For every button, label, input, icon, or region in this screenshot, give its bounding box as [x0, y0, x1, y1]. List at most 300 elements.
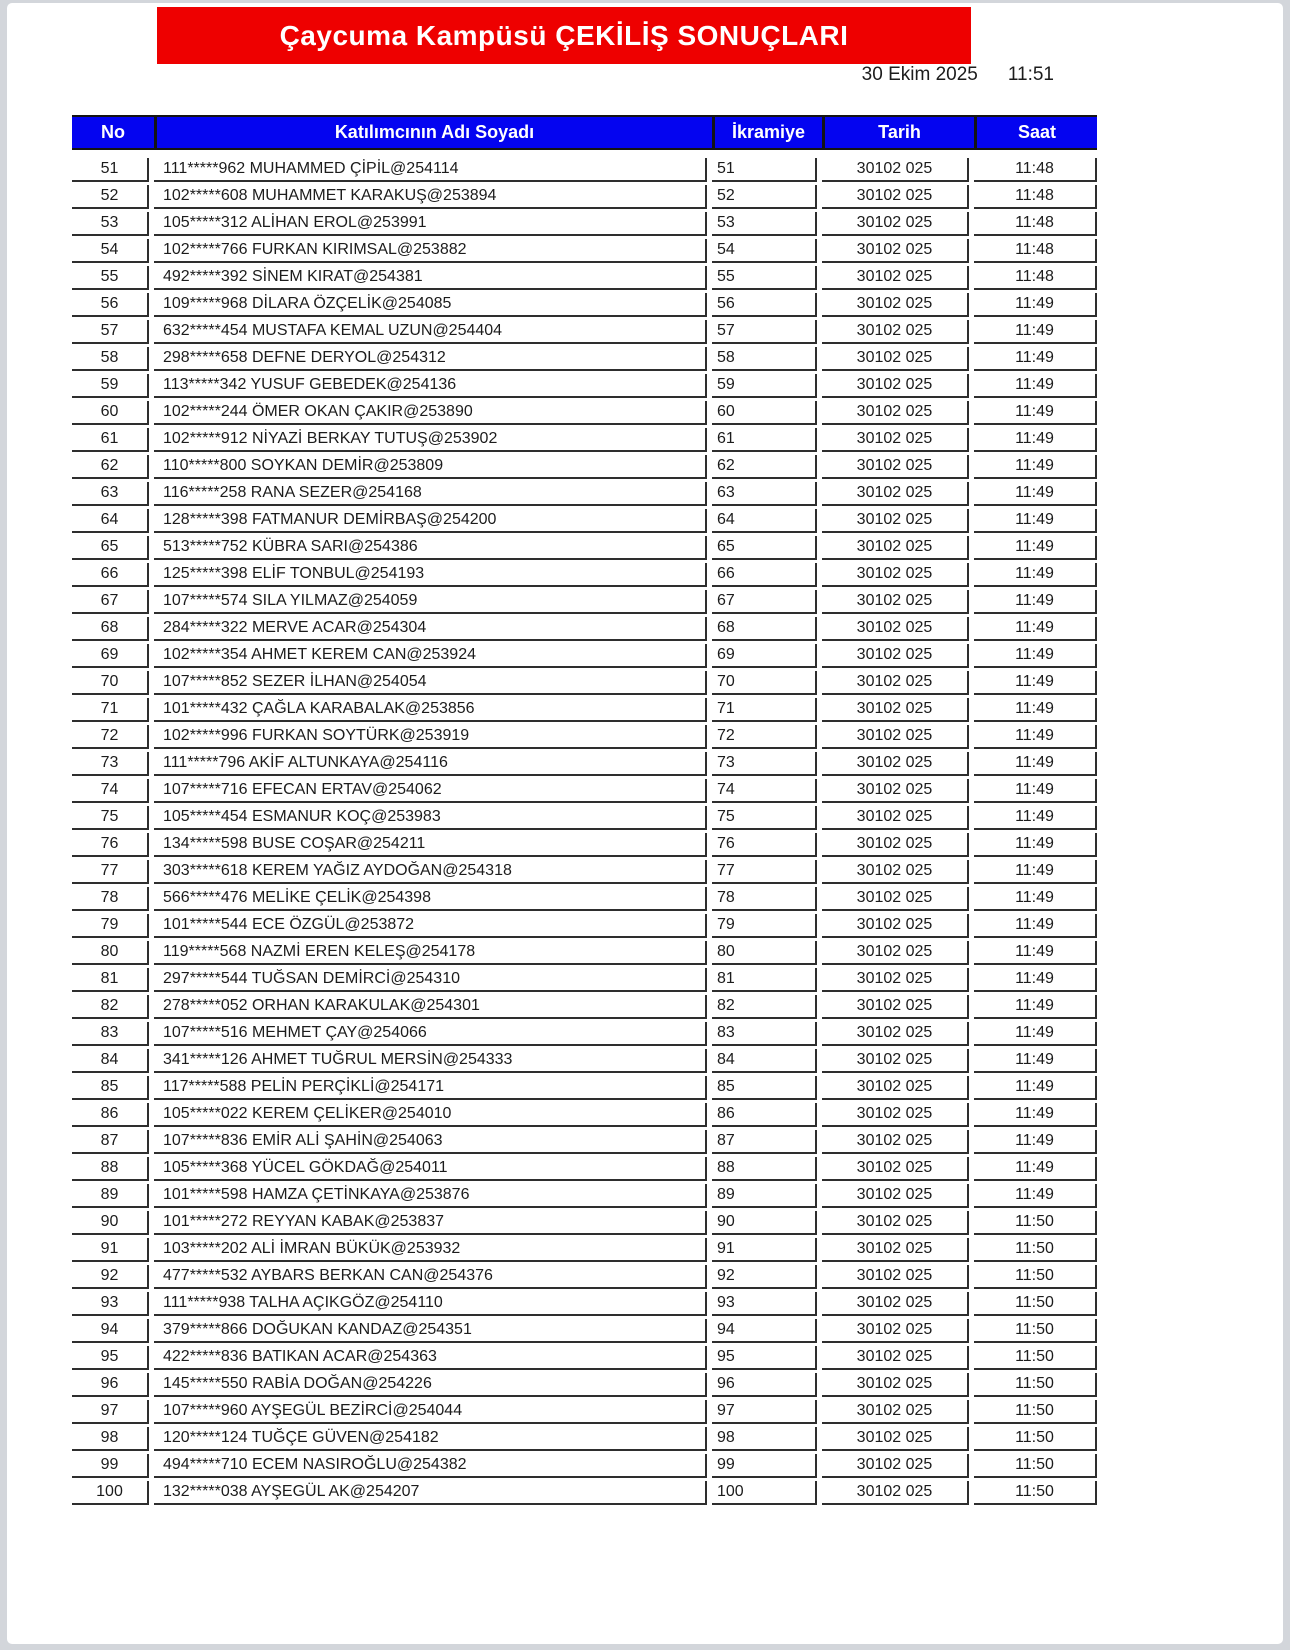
row-no: 96 — [72, 1373, 149, 1397]
table-row — [72, 779, 1097, 803]
row-time: 11:48 — [974, 239, 1097, 263]
row-date: 30102 025 — [822, 887, 969, 911]
row-date: 30102 025 — [822, 401, 969, 425]
table-header — [72, 115, 1097, 150]
row-time: 11:50 — [974, 1427, 1097, 1451]
row-prize: 65 — [712, 536, 817, 560]
page-title: Çaycuma Kampüsü ÇEKİLİŞ SONUÇLARI — [279, 19, 849, 51]
table-row — [72, 482, 1097, 506]
row-date: 30102 025 — [822, 860, 969, 884]
row-time: 11:49 — [974, 941, 1097, 965]
row-no: 66 — [72, 563, 149, 587]
row-participant-name: 113*****342 YUSUF GEBEDEK@254136 — [154, 374, 707, 398]
row-no: 77 — [72, 860, 149, 884]
row-no: 64 — [72, 509, 149, 533]
table-row — [72, 293, 1097, 317]
row-participant-name: 105*****022 KEREM ÇELİKER@254010 — [154, 1103, 707, 1127]
row-time: 11:49 — [974, 968, 1097, 992]
table-row — [72, 617, 1097, 641]
results-table — [72, 115, 1097, 1508]
row-date: 30102 025 — [822, 185, 969, 209]
row-date: 30102 025 — [822, 698, 969, 722]
row-no: 88 — [72, 1157, 149, 1181]
row-prize: 62 — [712, 455, 817, 479]
row-participant-name: 303*****618 KEREM YAĞIZ AYDOĞAN@254318 — [154, 860, 707, 884]
row-prize: 88 — [712, 1157, 817, 1181]
table-row — [72, 1427, 1097, 1451]
row-time: 11:50 — [974, 1319, 1097, 1343]
row-date: 30102 025 — [822, 1400, 969, 1424]
row-time: 11:49 — [974, 1049, 1097, 1073]
row-time: 11:49 — [974, 671, 1097, 695]
row-date: 30102 025 — [822, 1157, 969, 1181]
row-date: 30102 025 — [822, 941, 969, 965]
row-no: 69 — [72, 644, 149, 668]
row-date: 30102 025 — [822, 779, 969, 803]
table-row — [72, 509, 1097, 533]
row-time: 11:50 — [974, 1400, 1097, 1424]
row-no: 54 — [72, 239, 149, 263]
row-date: 30102 025 — [822, 806, 969, 830]
row-participant-name: 109*****968 DİLARA ÖZÇELİK@254085 — [154, 293, 707, 317]
table-row — [72, 1346, 1097, 1370]
row-participant-name: 102*****244 ÖMER OKAN ÇAKIR@253890 — [154, 401, 707, 425]
row-prize: 78 — [712, 887, 817, 911]
row-date: 30102 025 — [822, 158, 969, 182]
row-date: 30102 025 — [822, 1103, 969, 1127]
row-participant-name: 102*****608 MUHAMMET KARAKUŞ@253894 — [154, 185, 707, 209]
row-participant-name: 102*****354 AHMET KEREM CAN@253924 — [154, 644, 707, 668]
row-prize: 72 — [712, 725, 817, 749]
row-date: 30102 025 — [822, 1481, 969, 1505]
row-no: 52 — [72, 185, 149, 209]
row-date: 30102 025 — [822, 266, 969, 290]
row-time: 11:49 — [974, 1022, 1097, 1046]
row-prize: 55 — [712, 266, 817, 290]
table-row — [72, 401, 1097, 425]
row-participant-name: 134*****598 BUSE COŞAR@254211 — [154, 833, 707, 857]
row-no: 86 — [72, 1103, 149, 1127]
row-time: 11:49 — [974, 644, 1097, 668]
row-participant-name: 105*****454 ESMANUR KOÇ@253983 — [154, 806, 707, 830]
table-row — [72, 185, 1097, 209]
row-time: 11:49 — [974, 887, 1097, 911]
row-time: 11:49 — [974, 995, 1097, 1019]
row-time: 11:49 — [974, 1184, 1097, 1208]
row-participant-name: 278*****052 ORHAN KARAKULAK@254301 — [154, 995, 707, 1019]
row-time: 11:49 — [974, 536, 1097, 560]
row-no: 73 — [72, 752, 149, 776]
row-time: 11:49 — [974, 590, 1097, 614]
table-row — [72, 644, 1097, 668]
row-date: 30102 025 — [822, 509, 969, 533]
row-no: 93 — [72, 1292, 149, 1316]
row-date: 30102 025 — [822, 1427, 969, 1451]
row-date: 30102 025 — [822, 482, 969, 506]
row-participant-name: 107*****516 MEHMET ÇAY@254066 — [154, 1022, 707, 1046]
row-time: 11:49 — [974, 1103, 1097, 1127]
header-cell-date: Tarih — [822, 117, 974, 148]
generated-time: 11:51 — [1007, 64, 1054, 85]
row-no: 68 — [72, 617, 149, 641]
table-row — [72, 1184, 1097, 1208]
table-row — [72, 914, 1097, 938]
row-no: 75 — [72, 806, 149, 830]
row-no: 100 — [72, 1481, 149, 1505]
row-time: 11:50 — [974, 1481, 1097, 1505]
row-prize: 53 — [712, 212, 817, 236]
row-participant-name: 492*****392 SİNEM KIRAT@254381 — [154, 266, 707, 290]
table-row — [72, 320, 1097, 344]
row-prize: 84 — [712, 1049, 817, 1073]
row-participant-name: 117*****588 PELİN PERÇİKLİ@254171 — [154, 1076, 707, 1100]
row-no: 63 — [72, 482, 149, 506]
row-date: 30102 025 — [822, 590, 969, 614]
row-time: 11:48 — [974, 158, 1097, 182]
table-row — [72, 1103, 1097, 1127]
row-no: 55 — [72, 266, 149, 290]
row-participant-name: 632*****454 MUSTAFA KEMAL UZUN@254404 — [154, 320, 707, 344]
table-row — [72, 806, 1097, 830]
table-row — [72, 590, 1097, 614]
row-time: 11:49 — [974, 1157, 1097, 1181]
row-date: 30102 025 — [822, 1022, 969, 1046]
row-participant-name: 477*****532 AYBARS BERKAN CAN@254376 — [154, 1265, 707, 1289]
row-prize: 74 — [712, 779, 817, 803]
row-date: 30102 025 — [822, 1265, 969, 1289]
row-date: 30102 025 — [822, 428, 969, 452]
row-no: 80 — [72, 941, 149, 965]
row-no: 89 — [72, 1184, 149, 1208]
row-time: 11:49 — [974, 860, 1097, 884]
row-participant-name: 379*****866 DOĞUKAN KANDAZ@254351 — [154, 1319, 707, 1343]
table-row — [72, 374, 1097, 398]
table-row — [72, 671, 1097, 695]
row-participant-name: 111*****962 MUHAMMED ÇİPİL@254114 — [154, 158, 707, 182]
row-prize: 73 — [712, 752, 817, 776]
row-participant-name: 102*****766 FURKAN KIRIMSAL@253882 — [154, 239, 707, 263]
row-time: 11:50 — [974, 1346, 1097, 1370]
page-frame — [7, 3, 1283, 1644]
row-prize: 83 — [712, 1022, 817, 1046]
row-time: 11:49 — [974, 698, 1097, 722]
row-date: 30102 025 — [822, 752, 969, 776]
row-participant-name: 111*****938 TALHA AÇIKGÖZ@254110 — [154, 1292, 707, 1316]
row-no: 74 — [72, 779, 149, 803]
row-participant-name: 107*****960 AYŞEGÜL BEZİRCİ@254044 — [154, 1400, 707, 1424]
row-date: 30102 025 — [822, 1049, 969, 1073]
row-prize: 86 — [712, 1103, 817, 1127]
row-time: 11:48 — [974, 212, 1097, 236]
row-time: 11:49 — [974, 455, 1097, 479]
row-time: 11:49 — [974, 752, 1097, 776]
row-prize: 64 — [712, 509, 817, 533]
row-date: 30102 025 — [822, 914, 969, 938]
table-row — [72, 1076, 1097, 1100]
table-row — [72, 1130, 1097, 1154]
table-row — [72, 158, 1097, 182]
row-no: 78 — [72, 887, 149, 911]
header-cell-time: Saat — [974, 117, 1097, 148]
row-date: 30102 025 — [822, 1292, 969, 1316]
row-participant-name: 145*****550 RABİA DOĞAN@254226 — [154, 1373, 707, 1397]
row-time: 11:49 — [974, 617, 1097, 641]
row-no: 65 — [72, 536, 149, 560]
row-no: 81 — [72, 968, 149, 992]
row-date: 30102 025 — [822, 347, 969, 371]
table-row — [72, 563, 1097, 587]
table-row — [72, 1319, 1097, 1343]
row-no: 71 — [72, 698, 149, 722]
row-time: 11:49 — [974, 374, 1097, 398]
table-row — [72, 968, 1097, 992]
row-participant-name: 111*****796 AKİF ALTUNKAYA@254116 — [154, 752, 707, 776]
row-time: 11:49 — [974, 914, 1097, 938]
table-row — [72, 536, 1097, 560]
row-prize: 63 — [712, 482, 817, 506]
row-date: 30102 025 — [822, 1373, 969, 1397]
row-prize: 77 — [712, 860, 817, 884]
row-participant-name: 132*****038 AYŞEGÜL AK@254207 — [154, 1481, 707, 1505]
row-no: 58 — [72, 347, 149, 371]
table-row — [72, 1238, 1097, 1262]
row-participant-name: 101*****598 HAMZA ÇETİNKAYA@253876 — [154, 1184, 707, 1208]
row-prize: 61 — [712, 428, 817, 452]
row-time: 11:49 — [974, 1130, 1097, 1154]
row-time: 11:49 — [974, 320, 1097, 344]
row-no: 98 — [72, 1427, 149, 1451]
row-date: 30102 025 — [822, 1346, 969, 1370]
row-no: 83 — [72, 1022, 149, 1046]
row-prize: 95 — [712, 1346, 817, 1370]
table-row — [72, 752, 1097, 776]
row-prize: 70 — [712, 671, 817, 695]
row-prize: 81 — [712, 968, 817, 992]
row-date: 30102 025 — [822, 833, 969, 857]
row-date: 30102 025 — [822, 1076, 969, 1100]
row-date: 30102 025 — [822, 725, 969, 749]
row-time: 11:49 — [974, 401, 1097, 425]
row-date: 30102 025 — [822, 374, 969, 398]
table-row — [72, 1265, 1097, 1289]
table-row — [72, 1049, 1097, 1073]
row-prize: 56 — [712, 293, 817, 317]
generated-date: 30 Ekim 2025 — [861, 64, 978, 85]
row-no: 90 — [72, 1211, 149, 1235]
row-date: 30102 025 — [822, 239, 969, 263]
row-date: 30102 025 — [822, 1238, 969, 1262]
row-prize: 91 — [712, 1238, 817, 1262]
row-no: 92 — [72, 1265, 149, 1289]
row-prize: 75 — [712, 806, 817, 830]
row-date: 30102 025 — [822, 1184, 969, 1208]
row-participant-name: 107*****716 EFECAN ERTAV@254062 — [154, 779, 707, 803]
table-row — [72, 1373, 1097, 1397]
row-prize: 85 — [712, 1076, 817, 1100]
row-date: 30102 025 — [822, 671, 969, 695]
table-row — [72, 347, 1097, 371]
table-row — [72, 266, 1097, 290]
row-date: 30102 025 — [822, 1454, 969, 1478]
row-no: 97 — [72, 1400, 149, 1424]
row-participant-name: 105*****368 YÜCEL GÖKDAĞ@254011 — [154, 1157, 707, 1181]
row-date: 30102 025 — [822, 293, 969, 317]
row-no: 76 — [72, 833, 149, 857]
row-time: 11:49 — [974, 725, 1097, 749]
row-date: 30102 025 — [822, 1319, 969, 1343]
row-prize: 93 — [712, 1292, 817, 1316]
row-time: 11:49 — [974, 806, 1097, 830]
row-participant-name: 101*****432 ÇAĞLA KARABALAK@253856 — [154, 698, 707, 722]
row-time: 11:49 — [974, 833, 1097, 857]
row-participant-name: 125*****398 ELİF TONBUL@254193 — [154, 563, 707, 587]
row-prize: 52 — [712, 185, 817, 209]
row-no: 61 — [72, 428, 149, 452]
row-no: 70 — [72, 671, 149, 695]
row-time: 11:49 — [974, 347, 1097, 371]
table-row — [72, 725, 1097, 749]
row-participant-name: 566*****476 MELİKE ÇELİK@254398 — [154, 887, 707, 911]
row-no: 87 — [72, 1130, 149, 1154]
row-date: 30102 025 — [822, 968, 969, 992]
row-prize: 92 — [712, 1265, 817, 1289]
table-row — [72, 239, 1097, 263]
row-prize: 69 — [712, 644, 817, 668]
row-participant-name: 128*****398 FATMANUR DEMİRBAŞ@254200 — [154, 509, 707, 533]
row-participant-name: 102*****912 NİYAZİ BERKAY TUTUŞ@253902 — [154, 428, 707, 452]
table-row — [72, 1022, 1097, 1046]
row-date: 30102 025 — [822, 617, 969, 641]
row-participant-name: 101*****272 REYYAN KABAK@253837 — [154, 1211, 707, 1235]
row-participant-name: 298*****658 DEFNE DERYOL@254312 — [154, 347, 707, 371]
row-time: 11:49 — [974, 563, 1097, 587]
table-row — [72, 1292, 1097, 1316]
row-participant-name: 107*****574 SILA YILMAZ@254059 — [154, 590, 707, 614]
row-date: 30102 025 — [822, 563, 969, 587]
row-no: 62 — [72, 455, 149, 479]
row-participant-name: 107*****852 SEZER İLHAN@254054 — [154, 671, 707, 695]
row-prize: 51 — [712, 158, 817, 182]
row-no: 56 — [72, 293, 149, 317]
row-time: 11:50 — [974, 1292, 1097, 1316]
row-prize: 89 — [712, 1184, 817, 1208]
table-row — [72, 833, 1097, 857]
row-time: 11:49 — [974, 509, 1097, 533]
row-no: 59 — [72, 374, 149, 398]
row-prize: 66 — [712, 563, 817, 587]
row-time: 11:50 — [974, 1238, 1097, 1262]
row-participant-name: 422*****836 BATIKAN ACAR@254363 — [154, 1346, 707, 1370]
row-prize: 98 — [712, 1427, 817, 1451]
row-date: 30102 025 — [822, 455, 969, 479]
row-participant-name: 284*****322 MERVE ACAR@254304 — [154, 617, 707, 641]
table-row — [72, 1400, 1097, 1424]
row-time: 11:50 — [974, 1454, 1097, 1478]
row-prize: 67 — [712, 590, 817, 614]
row-prize: 87 — [712, 1130, 817, 1154]
row-no: 79 — [72, 914, 149, 938]
table-row — [72, 1211, 1097, 1235]
row-no: 85 — [72, 1076, 149, 1100]
row-time: 11:50 — [974, 1373, 1097, 1397]
row-date: 30102 025 — [822, 1211, 969, 1235]
row-prize: 59 — [712, 374, 817, 398]
row-participant-name: 101*****544 ECE ÖZGÜL@253872 — [154, 914, 707, 938]
row-prize: 100 — [712, 1481, 817, 1505]
row-prize: 96 — [712, 1373, 817, 1397]
table-row — [72, 1454, 1097, 1478]
row-participant-name: 116*****258 RANA SEZER@254168 — [154, 482, 707, 506]
row-no: 84 — [72, 1049, 149, 1073]
row-participant-name: 119*****568 NAZMİ EREN KELEŞ@254178 — [154, 941, 707, 965]
row-prize: 97 — [712, 1400, 817, 1424]
table-row — [72, 1157, 1097, 1181]
table-row — [72, 455, 1097, 479]
row-date: 30102 025 — [822, 212, 969, 236]
row-no: 99 — [72, 1454, 149, 1478]
row-no: 94 — [72, 1319, 149, 1343]
row-time: 11:48 — [974, 185, 1097, 209]
row-prize: 80 — [712, 941, 817, 965]
row-prize: 71 — [712, 698, 817, 722]
row-no: 72 — [72, 725, 149, 749]
row-time: 11:50 — [974, 1211, 1097, 1235]
header-cell-no: No — [101, 122, 125, 142]
row-time: 11:50 — [974, 1265, 1097, 1289]
table-row — [72, 428, 1097, 452]
row-participant-name: 341*****126 AHMET TUĞRUL MERSİN@254333 — [154, 1049, 707, 1073]
row-prize: 79 — [712, 914, 817, 938]
header-cell-prize: İkramiye — [712, 117, 822, 148]
row-no: 95 — [72, 1346, 149, 1370]
row-participant-name: 494*****710 ECEM NASIROĞLU@254382 — [154, 1454, 707, 1478]
table-row — [72, 1481, 1097, 1505]
row-participant-name: 102*****996 FURKAN SOYTÜRK@253919 — [154, 725, 707, 749]
header-cell-participant: Katılımcının Adı Soyadı — [154, 117, 712, 148]
row-date: 30102 025 — [822, 1130, 969, 1154]
row-date: 30102 025 — [822, 995, 969, 1019]
row-time: 11:48 — [974, 266, 1097, 290]
row-time: 11:49 — [974, 1076, 1097, 1100]
table-row — [72, 995, 1097, 1019]
row-participant-name: 120*****124 TUĞÇE GÜVEN@254182 — [154, 1427, 707, 1451]
row-time: 11:49 — [974, 482, 1097, 506]
row-prize: 76 — [712, 833, 817, 857]
row-prize: 54 — [712, 239, 817, 263]
row-prize: 68 — [712, 617, 817, 641]
row-no: 60 — [72, 401, 149, 425]
table-row — [72, 212, 1097, 236]
row-prize: 94 — [712, 1319, 817, 1343]
table-row — [72, 860, 1097, 884]
table-row — [72, 941, 1097, 965]
table-row — [72, 698, 1097, 722]
table-row — [72, 887, 1097, 911]
row-prize: 90 — [712, 1211, 817, 1235]
generated-datetime — [7, 64, 1054, 86]
row-participant-name: 103*****202 ALİ İMRAN BÜKÜK@253932 — [154, 1238, 707, 1262]
row-prize: 57 — [712, 320, 817, 344]
row-time: 11:49 — [974, 428, 1097, 452]
row-prize: 58 — [712, 347, 817, 371]
row-no: 57 — [72, 320, 149, 344]
row-participant-name: 110*****800 SOYKAN DEMİR@253809 — [154, 455, 707, 479]
row-participant-name: 513*****752 KÜBRA SARI@254386 — [154, 536, 707, 560]
row-prize: 82 — [712, 995, 817, 1019]
row-time: 11:49 — [974, 293, 1097, 317]
row-participant-name: 107*****836 EMİR ALİ ŞAHİN@254063 — [154, 1130, 707, 1154]
row-time: 11:49 — [974, 779, 1097, 803]
